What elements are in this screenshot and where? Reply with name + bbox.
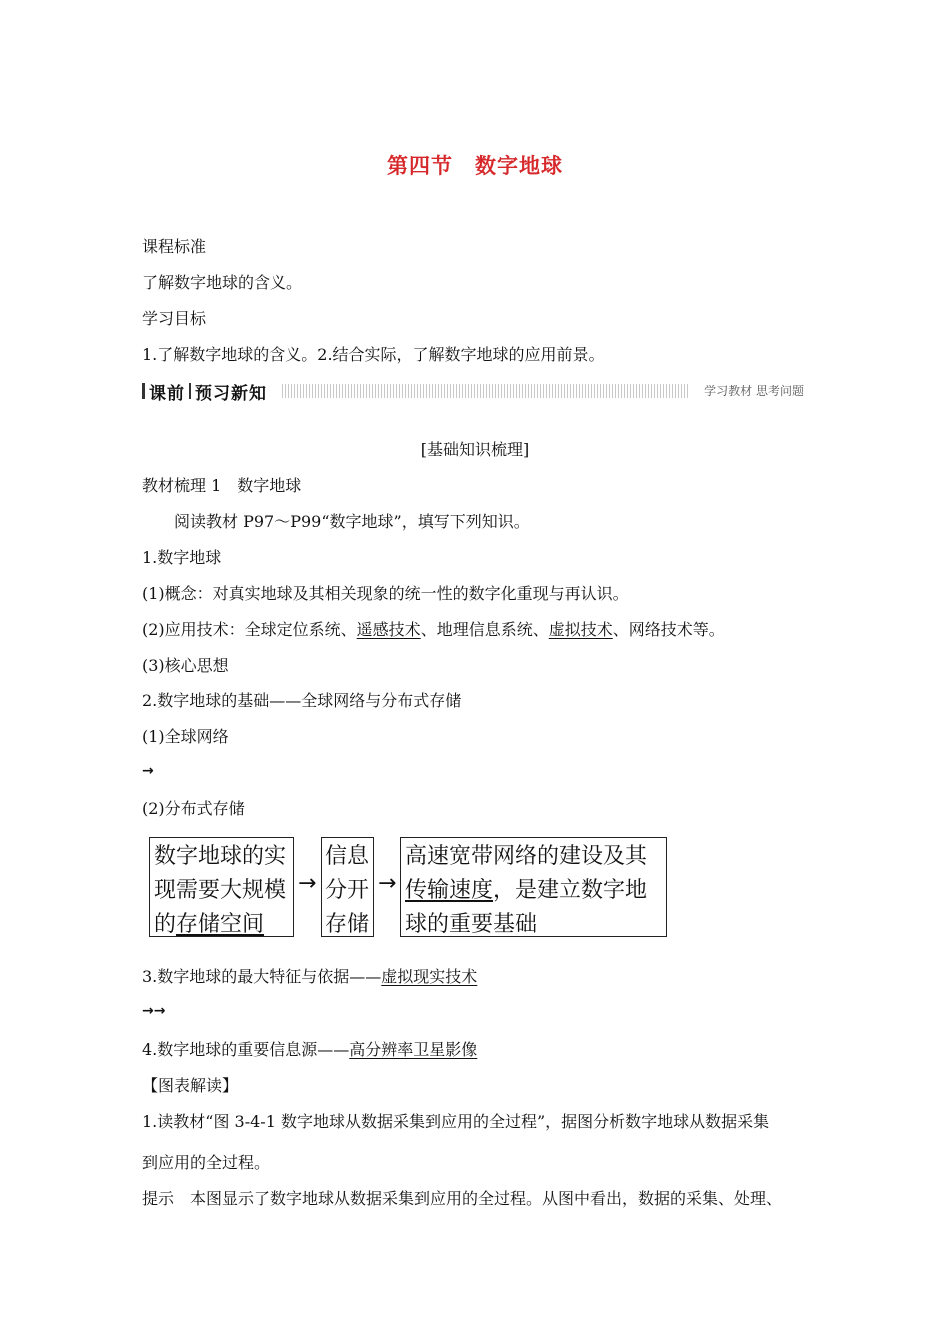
item4 — [142, 1040, 477, 1060]
banner-title — [142, 380, 267, 402]
item3-blank: 虚拟现实技术 — [381, 967, 478, 986]
flow-arrow-1: → — [298, 871, 317, 896]
material-intro: 阅读教材 P97～P99“数字地球”，填写下列知识。 — [174, 512, 530, 531]
figure-hint: 提示 本图显示了数字地球从数据采集到应用的全过程。从图中看出，数据的采集、处理、 — [142, 1189, 783, 1208]
flow-box-3-text: 高速宽带网络的建设及其 — [405, 844, 648, 869]
flow-arrow-2: → — [378, 871, 397, 896]
banner-separator — [189, 383, 191, 399]
material-heading: 教材梳理 1 数字地球 — [142, 476, 302, 495]
item3 — [142, 967, 477, 987]
flow-box-2-text: 信息分开存储 — [325, 844, 370, 937]
arrows-2: →→ — [142, 1003, 166, 1019]
banner-part2: 预习新知 — [195, 383, 267, 404]
flow-box-1 — [149, 837, 294, 937]
figure-question-line1: 1.读教材“图 3-4-1 数字地球从数据采集到应用的全过程”，据图分析数字地球从数据采集 — [142, 1112, 770, 1131]
item3-prefix: 3.数字地球的最大特征与依据—— — [142, 967, 382, 986]
tech-mid: 、地理信息系统、 — [420, 620, 549, 639]
figure-heading: 【图表解读】 — [142, 1076, 239, 1095]
arrow-1: → — [142, 763, 154, 779]
goals-heading: 学习目标 — [142, 309, 207, 328]
flow-box-1-text: 数字地球的实现需要大规模的 — [154, 844, 287, 937]
standard-text: 了解数字地球的含义。 — [142, 273, 303, 292]
item2-network: (1)全球网络 — [142, 727, 229, 746]
flow-box-1-blank: 存储空间 — [176, 912, 265, 937]
flow-box-3-blank: 传输速度 — [405, 878, 494, 903]
item2-storage: (2)分布式存储 — [142, 799, 245, 818]
banner-bar — [142, 383, 145, 399]
tech-suffix: 、网络技术等。 — [612, 620, 725, 639]
banner-dotted-rule — [282, 384, 690, 398]
item1-core: (3)核心思想 — [142, 656, 229, 675]
banner-right-text: 学习教材 思考问题 — [700, 382, 804, 399]
flow-box-3 — [400, 837, 667, 937]
page-title: 第四节 数字地球 — [387, 154, 563, 178]
item4-blank: 高分辨率卫星影像 — [349, 1040, 478, 1059]
standard-heading: 课程标准 — [142, 237, 207, 256]
figure-question-line2: 到应用的全过程。 — [142, 1153, 271, 1172]
tech-blank-1: 遥感技术 — [356, 620, 421, 639]
item2-heading: 2.数字地球的基础——全球网络与分布式存储 — [142, 691, 462, 710]
flow-box-3-tail: ，是建立数字地球的重要基础 — [405, 878, 648, 937]
item1-concept: (1)概念：对真实地球及其相关现象的统一性的数字化重现与再认识。 — [142, 584, 629, 603]
banner-part1: 课前 — [149, 383, 185, 404]
item1-heading: 1.数字地球 — [142, 548, 222, 567]
section-banner — [142, 380, 810, 402]
item1-tech — [142, 620, 725, 640]
flow-box-2 — [321, 837, 374, 937]
tech-prefix: (2)应用技术：全球定位系统、 — [142, 620, 357, 639]
tech-blank-2: 虚拟技术 — [548, 620, 613, 639]
item4-prefix: 4.数字地球的重要信息源—— — [142, 1040, 350, 1059]
goals-text: 1.了解数字地球的含义。2.结合实际，了解数字地球的应用前景。 — [142, 345, 605, 364]
section-label: [基础知识梳理] — [420, 440, 530, 459]
